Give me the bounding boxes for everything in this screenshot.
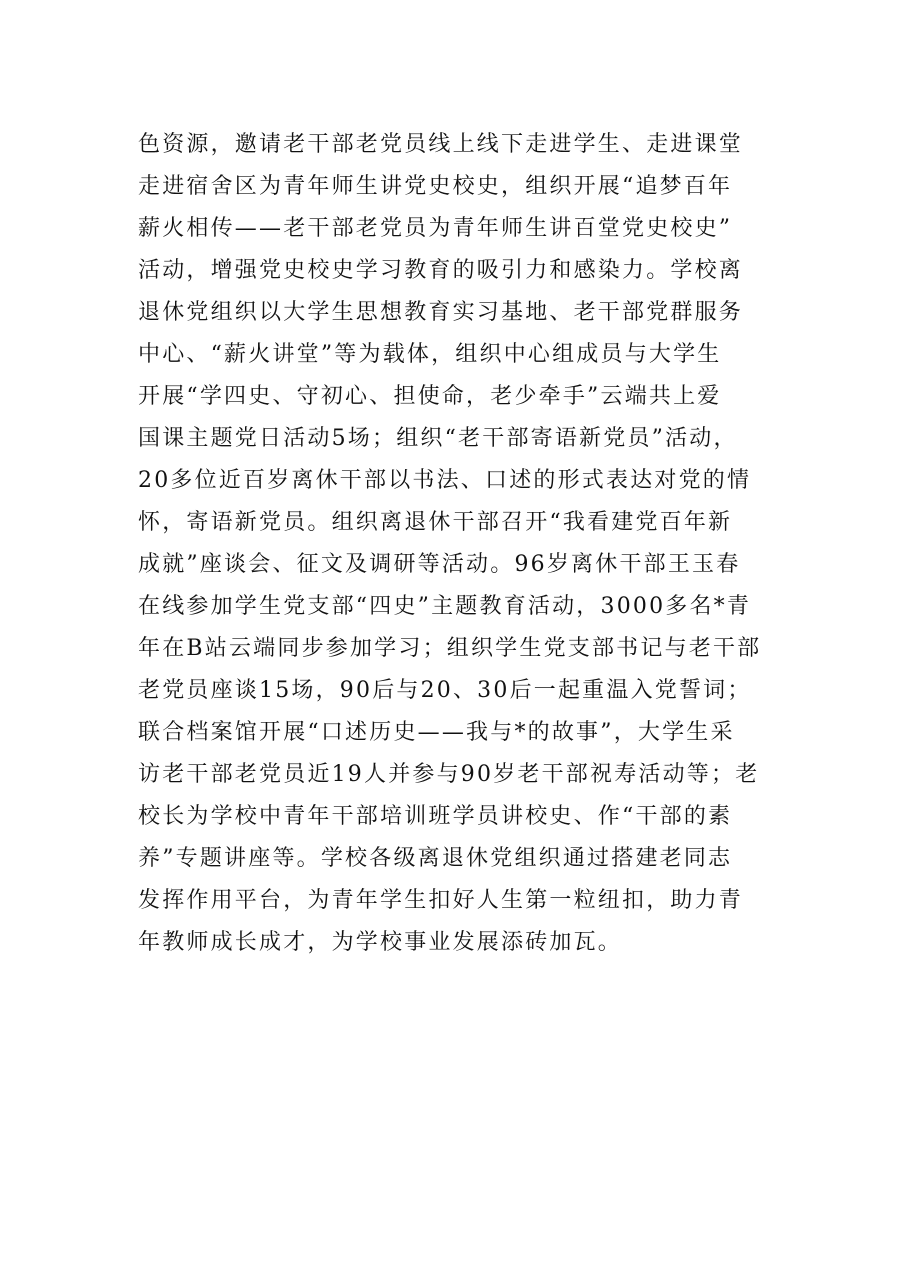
text-line: 怀，寄语新党员。组织离退休干部召开“我看建党百年新 (138, 510, 733, 535)
text-line: 年在B站云端同步参加学习；组织学生党支部书记与老干部 (138, 636, 762, 661)
text-line: 走进宿舍区为青年师生讲党史校史，组织开展“追梦百年 (138, 174, 733, 199)
text-line: 薪火相传——老干部老党员为青年师生讲百堂党史校史” (138, 216, 733, 241)
text-line: 成就”座谈会、征文及调研等活动。96岁离休干部王玉春 (138, 552, 741, 577)
text-line: 20多位近百岁离休干部以书法、口述的形式表达对党的情 (138, 468, 752, 493)
text-line: 退休党组织以大学生思想教育实习基地、老干部党群服务 (138, 300, 744, 325)
text-line: 发挥作用平台，为青年学生扣好人生第一粒纽扣，助力青 (138, 888, 744, 913)
text-line: 在线参加学生党支部“四史”主题教育活动，3000多名*青 (138, 594, 752, 619)
text-line: 养”专题讲座等。学校各级离退休党组织通过搭建老同志 (138, 846, 733, 871)
text-line: 中心、“薪火讲堂”等为载体，组织中心组成员与大学生 (138, 342, 722, 367)
text-line: 国课主题党日活动5场；组织“老干部寄语新党员”活动， (138, 426, 738, 451)
text-line: 开展“学四史、守初心、担使命，老少牵手”云端共上爱 (138, 384, 722, 409)
text-line: 访老干部老党员近19人并参与90岁老干部祝寿活动等；老 (138, 762, 760, 787)
text-line: 年教师成长成才，为学校事业发展添砖加瓦。 (138, 930, 623, 955)
text-line: 色资源，邀请老干部老党员线上线下走进学生、走进课堂 (138, 132, 744, 157)
text-line: 老党员座谈15场，90后与20、30后一起重温入党誓词； (138, 678, 752, 703)
text-line: 联合档案馆开展“口述历史——我与*的故事”，大学生采 (138, 720, 735, 745)
text-line: 校长为学校中青年干部培训班学员讲校史、作“干部的素 (138, 804, 733, 829)
body-paragraph (138, 124, 798, 964)
text-line: 活动，增强党史校史学习教育的吸引力和感染力。学校离 (138, 258, 744, 283)
